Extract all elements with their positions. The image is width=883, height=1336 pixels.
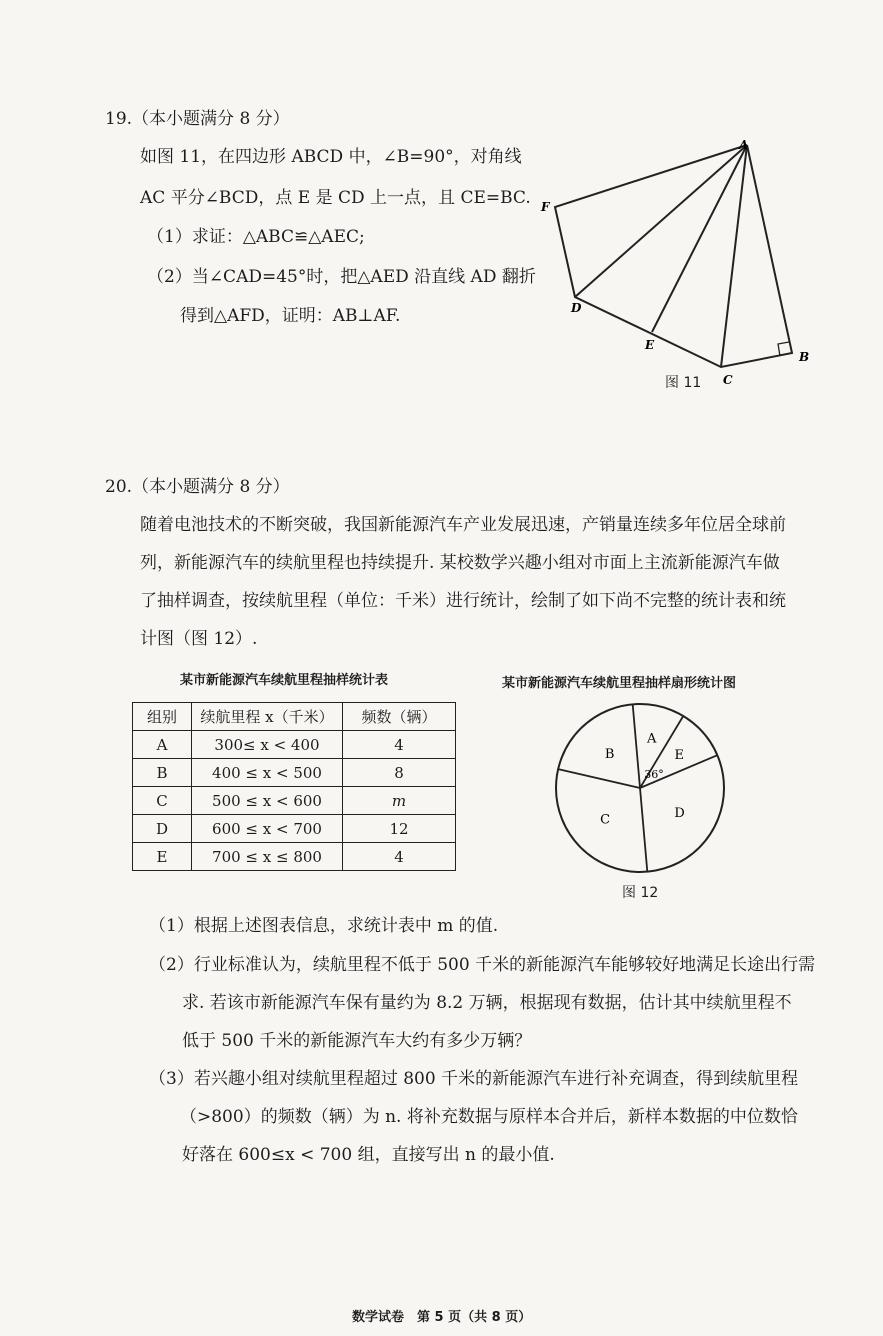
cell-group: C (133, 787, 192, 815)
q20-part2-line3: 低于 500 千米的新能源汽车大约有多少万辆？ (182, 1031, 532, 1051)
label-e: E (645, 338, 655, 352)
table-row (133, 731, 456, 759)
q20-part1: （1）根据上述图表信息，求统计表中 m 的值. (149, 916, 499, 936)
cell-frequency: 12 (343, 815, 456, 843)
q19-part2-line1: （2）当∠CAD=45°时，把△AED 沿直线 AD 翻折 (147, 267, 536, 287)
q20-part3-line2: （>800）的频数（辆）为 n. 将补充数据与原样本合并后，新样本数据的中位数恰 (180, 1107, 798, 1127)
cell-range: 300≤ x < 400 (192, 731, 343, 759)
q19-part1: （1）求证：△ABC≌△AEC; (147, 227, 365, 247)
segment-ae (652, 145, 747, 332)
quadrilateral-outline (555, 145, 792, 367)
cell-group: B (133, 759, 192, 787)
segment-ad (575, 145, 747, 297)
label-f: F (541, 200, 550, 214)
cell-frequency: 4 (343, 843, 456, 871)
pie-slice-label-d: D (674, 805, 685, 821)
chart-title: 某市新能源汽车续航里程抽样扇形统计图 (502, 676, 737, 691)
pie-chart (545, 698, 735, 878)
pie-slice-label-b: B (604, 747, 615, 763)
q20-score: （本小题满分 8 分） (132, 477, 290, 497)
header-frequency: 频数（辆） (343, 703, 456, 731)
q19-part2-line2: 得到△AFD，证明：AB⊥AF. (180, 306, 401, 326)
pie-radius-b (558, 769, 640, 788)
q20-part3-line3: 好落在 600≤x < 700 组，直接写出 n 的最小值. (182, 1145, 555, 1165)
q20-heading (105, 472, 290, 497)
cell-group: A (133, 731, 192, 759)
pie-slice-label-c: C (600, 812, 611, 828)
header-range: 续航里程 x（千米） (192, 703, 343, 731)
label-d: D (571, 301, 582, 315)
cell-range: 500 ≤ x < 600 (192, 787, 343, 815)
label-b: B (799, 350, 810, 364)
page-footer: 数学试卷 第 5 页（共 8 页） (352, 1310, 532, 1325)
pie-slice-label-a: A (647, 731, 657, 747)
q19-score: （本小题满分 8 分） (132, 109, 290, 129)
cell-range: 400 ≤ x < 500 (192, 759, 343, 787)
figure-11 (535, 135, 820, 390)
q19-line2: AC 平分∠BCD，点 E 是 CD 上一点，且 CE=BC. (140, 188, 531, 208)
cell-range: 600 ≤ x < 700 (192, 815, 343, 843)
q19-number: 19. (105, 109, 133, 129)
stats-table (132, 702, 456, 871)
table-row (133, 759, 456, 787)
q20-part2-line1: （2）行业标准认为，续航里程不低于 500 千米的新能源汽车能够较好地满足长途出行需 (149, 955, 816, 975)
table-header-row (133, 703, 456, 731)
cell-range: 700 ≤ x ≤ 800 (192, 843, 343, 871)
header-group: 组别 (133, 703, 192, 731)
q20-para-line2: 列，新能源汽车的续航里程也持续提升. 某校数学兴趣小组对市面上主流新能源汽车做 (140, 553, 780, 573)
pie-radius-a (633, 704, 640, 788)
q20-para-line4: 计图（图 12）. (140, 629, 258, 649)
table-row (133, 815, 456, 843)
cell-group: D (133, 815, 192, 843)
cell-frequency: m (343, 787, 456, 815)
q20-para-line3: 了抽样调查，按续航里程（单位：千米）进行统计，绘制了如下尚不完整的统计表和统 (140, 591, 786, 611)
figure-12-caption: 图 12 (622, 885, 659, 901)
table-row (133, 787, 456, 815)
label-a: A (739, 138, 749, 152)
angle-annotation: 36° (644, 767, 664, 781)
q20-number: 20. (105, 477, 133, 497)
pie-slice-label-e: E (674, 747, 685, 763)
segment-ac (721, 145, 747, 367)
q20-para-line1: 随着电池技术的不断突破，我国新能源汽车产业发展迅速，产销量连续多年位居全球前 (140, 515, 786, 535)
cell-frequency: 4 (343, 731, 456, 759)
cell-group: E (133, 843, 192, 871)
q19-line1: 如图 11，在四边形 ABCD 中，∠B=90°，对角线 (140, 147, 522, 167)
table-title: 某市新能源汽车续航里程抽样统计表 (180, 673, 389, 688)
cell-frequency: 8 (343, 759, 456, 787)
table-row (133, 843, 456, 871)
q19-heading (105, 104, 290, 129)
q20-part3-line1: （3）若兴趣小组对续航里程超过 800 千米的新能源汽车进行补充调查，得到续航里程 (149, 1069, 799, 1089)
pie-radius-c (640, 788, 647, 872)
q20-part2-line2: 求. 若该市新能源汽车保有量约为 8.2 万辆，根据现有数据，估计其中续航里程不 (182, 993, 792, 1013)
label-c: C (723, 373, 733, 387)
figure-11-caption: 图 11 (665, 375, 702, 391)
